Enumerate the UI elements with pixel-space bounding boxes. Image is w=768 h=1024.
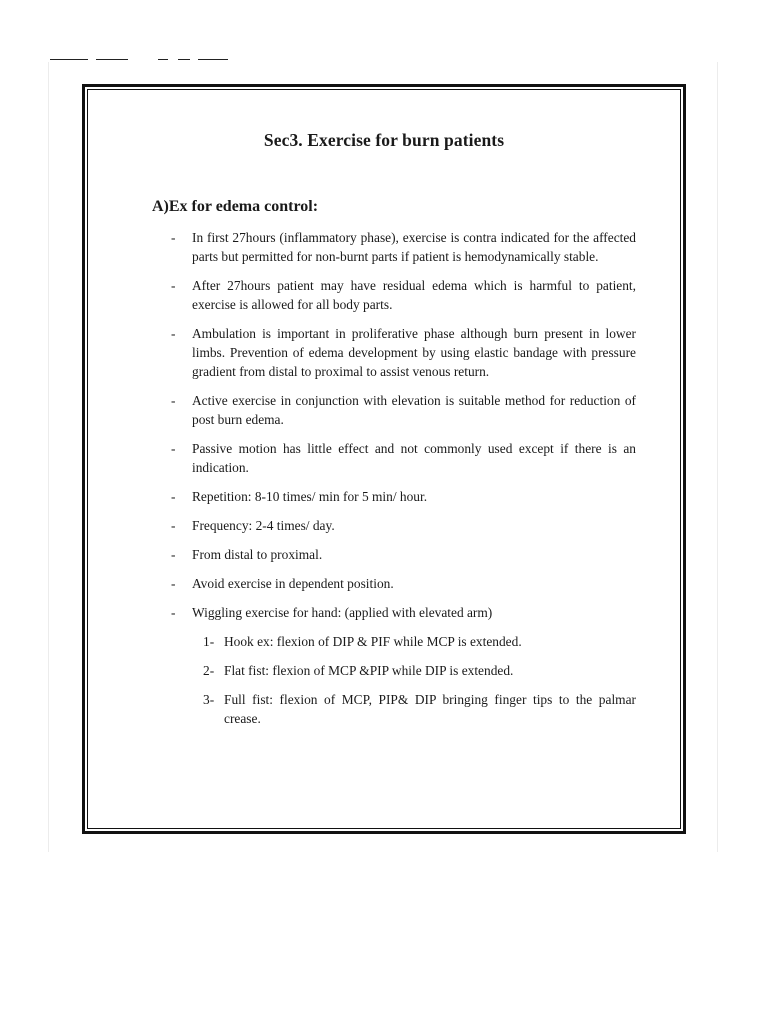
bullet-list xyxy=(168,228,636,738)
list-item xyxy=(168,487,636,506)
list-item-text: Repetition: 8-10 times/ min for 5 min/ hour. xyxy=(192,489,428,504)
list-item-text: Active exercise in conjunction with elevation is suitable method for reduction of post burn edema. xyxy=(192,393,636,427)
page-title: Sec3. Exercise for burn patients xyxy=(263,130,505,150)
list-item-text: After 27hours patient may have residual edema which is harmful to patient, exercise is allowed for all body parts. xyxy=(192,278,636,312)
list-item xyxy=(168,516,636,535)
list-item xyxy=(168,545,636,564)
list-item-text: Wiggling exercise for hand: (applied with elevated arm) xyxy=(192,605,493,620)
numbered-sublist xyxy=(192,632,636,728)
list-item-text: From distal to proximal. xyxy=(192,547,323,562)
item-number: 2- xyxy=(203,663,215,678)
scan-mark xyxy=(50,59,88,60)
section-heading: A)Ex for edema control: xyxy=(152,198,319,215)
scan-mark xyxy=(96,59,128,60)
list-item xyxy=(168,324,636,381)
numbered-item xyxy=(192,661,636,680)
item-number: 3- xyxy=(203,692,215,707)
scan-mark xyxy=(158,59,168,60)
list-item-text: Avoid exercise in dependent position. xyxy=(192,576,394,591)
bullet-dash: - xyxy=(171,230,176,245)
list-item xyxy=(168,276,636,314)
list-item xyxy=(168,228,636,266)
scan-mark xyxy=(198,59,228,60)
scan-header-marks xyxy=(0,0,768,70)
bullet-dash: - xyxy=(171,326,176,341)
list-item xyxy=(168,603,636,728)
list-item-text: Passive motion has little effect and not commonly used except if there is an indication. xyxy=(192,441,636,475)
list-item xyxy=(168,439,636,477)
list-item xyxy=(168,391,636,429)
bullet-dash: - xyxy=(171,441,176,456)
list-item-text: In first 27hours (inflammatory phase), exercise is contra indicated for the affected parts but permitted for non-burnt parts if patient is hemodynamically stable. xyxy=(192,230,636,264)
numbered-item xyxy=(192,690,636,728)
bullet-dash: - xyxy=(171,576,176,591)
numbered-item xyxy=(192,632,636,651)
bullet-dash: - xyxy=(171,278,176,293)
numbered-item-text: Flat fist: flexion of MCP &PIP while DIP is extended. xyxy=(224,663,514,678)
bullet-dash: - xyxy=(171,489,176,504)
numbered-item-text: Full fist: flexion of MCP, PIP& DIP bringing finger tips to the palmar crease. xyxy=(224,692,636,726)
bullet-dash: - xyxy=(171,605,176,620)
list-item-text: Ambulation is important in proliferative phase although burn present in lower limbs. Prevention of edema development by using elastic bandage with pressure gradient from distal to proximal to assist venous return. xyxy=(192,326,636,379)
list-item-text: Frequency: 2-4 times/ day. xyxy=(192,518,335,533)
numbered-item-text: Hook ex: flexion of DIP & PIF while MCP is extended. xyxy=(224,634,522,649)
bullet-dash: - xyxy=(171,393,176,408)
bullet-dash: - xyxy=(171,547,176,562)
scan-mark xyxy=(178,59,190,60)
bullet-dash: - xyxy=(171,518,176,533)
list-item xyxy=(168,574,636,593)
item-number: 1- xyxy=(203,634,215,649)
